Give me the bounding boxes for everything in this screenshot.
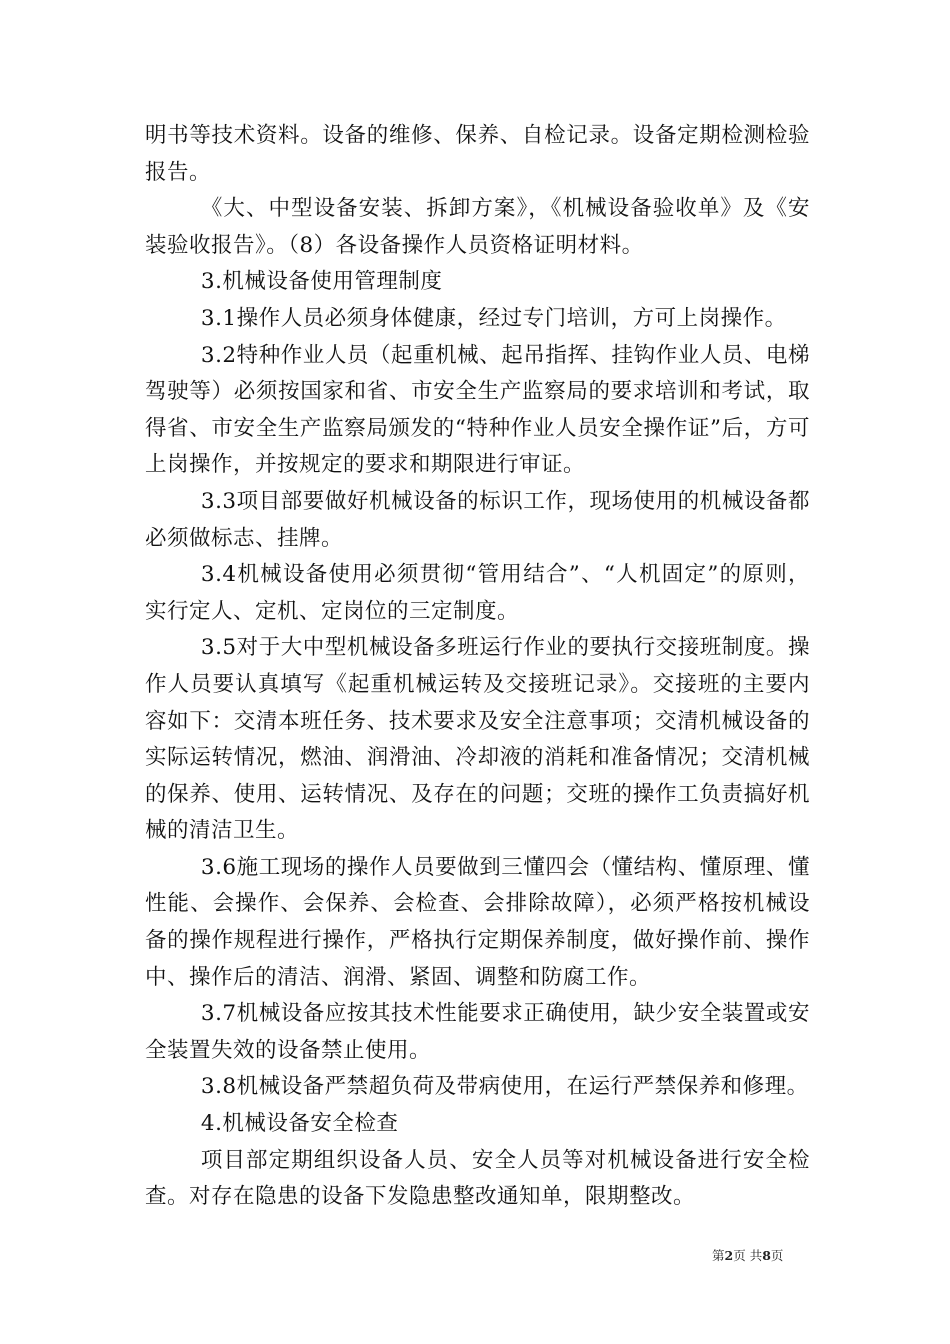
paragraph-1: 明书等技术资料。设备的维修、保养、自检记录。设备定期检测检验报告。 — [145, 123, 810, 185]
section-heading-4: 4.机械设备安全检查 — [200, 1111, 399, 1137]
document-body — [145, 118, 810, 1216]
paragraph-2: 《大、中型设备安装、拆卸方案》，《机械设备验收单》及《安装验收报告》。（8）各设备操作人员资格证明材料。 — [145, 196, 810, 258]
paragraph-3-1: 3.1操作人员必须身体健康，经过专门培训，方可上岗操作。 — [200, 305, 787, 331]
footer-middle: 页 共 — [733, 1248, 763, 1263]
paragraph-3-3: 3.3项目部要做好机械设备的标识工作，现场使用的机械设备都必须做标志、挂牌。 — [145, 488, 810, 551]
paragraph-3-6: 3.6施工现场的操作人员要做到三懂四会（懂结构、懂原理、懂性能、会操作、会保养、会检查、会排除故障），必须严格按机械设备的操作规程进行操作，严格执行定期保养制度，做好操作前、操作中、操作后的清洁、润滑、紧固、调整和防腐工作。 — [145, 854, 810, 990]
page-footer — [712, 1246, 812, 1264]
section-heading-3: 3.机械设备使用管理制度 — [200, 269, 443, 295]
total-pages-number: 8 — [762, 1248, 771, 1263]
paragraph-3-2: 3.2特种作业人员（起重机械、起吊指挥、挂钩作业人员、电梯驾驶等）必须按国家和省、市安全生产监察局的要求培训和考试，取得省、市安全生产监察局颁发的“特种作业人员安全操作证”后，方可上岗操作，并按规定的要求和期限进行审证。 — [145, 342, 810, 478]
paragraph-3-5: 3.5对于大中型机械设备多班运行作业的要执行交接班制度。操作人员要认真填写《起重机械运转及交接班记录》。交接班的主要内容如下：交清本班任务、技术要求及安全注意事项；交清机械设备的实际运转情况，燃油、润滑油、冷却液的消耗和准备情况；交清机械的保养、使用、运转情况、及存在的问题；交班的操作工负责搞好机械的清洁卫生。 — [145, 635, 810, 844]
paragraph-3-8: 3.8机械设备严禁超负荷及带病使用，在运行严禁保养和修理。 — [200, 1074, 809, 1100]
footer-prefix: 第 — [712, 1248, 725, 1263]
paragraph-3-7: 3.7机械设备应按其技术性能要求正确使用，缺少安全装置或安全装置失效的设备禁止使用。 — [145, 1001, 810, 1063]
current-page-number: 2 — [724, 1248, 734, 1263]
paragraph-3-4: 3.4机械设备使用必须贯彻“管用结合”、“人机固定”的原则，实行定人、定机、定岗位的三定制度。 — [145, 562, 810, 624]
footer-suffix: 页 — [770, 1248, 784, 1263]
paragraph-4-body: 项目部定期组织设备人员、安全人员等对机械设备进行安全检查。对存在隐患的设备下发隐患整改通知单，限期整改。 — [145, 1147, 810, 1210]
